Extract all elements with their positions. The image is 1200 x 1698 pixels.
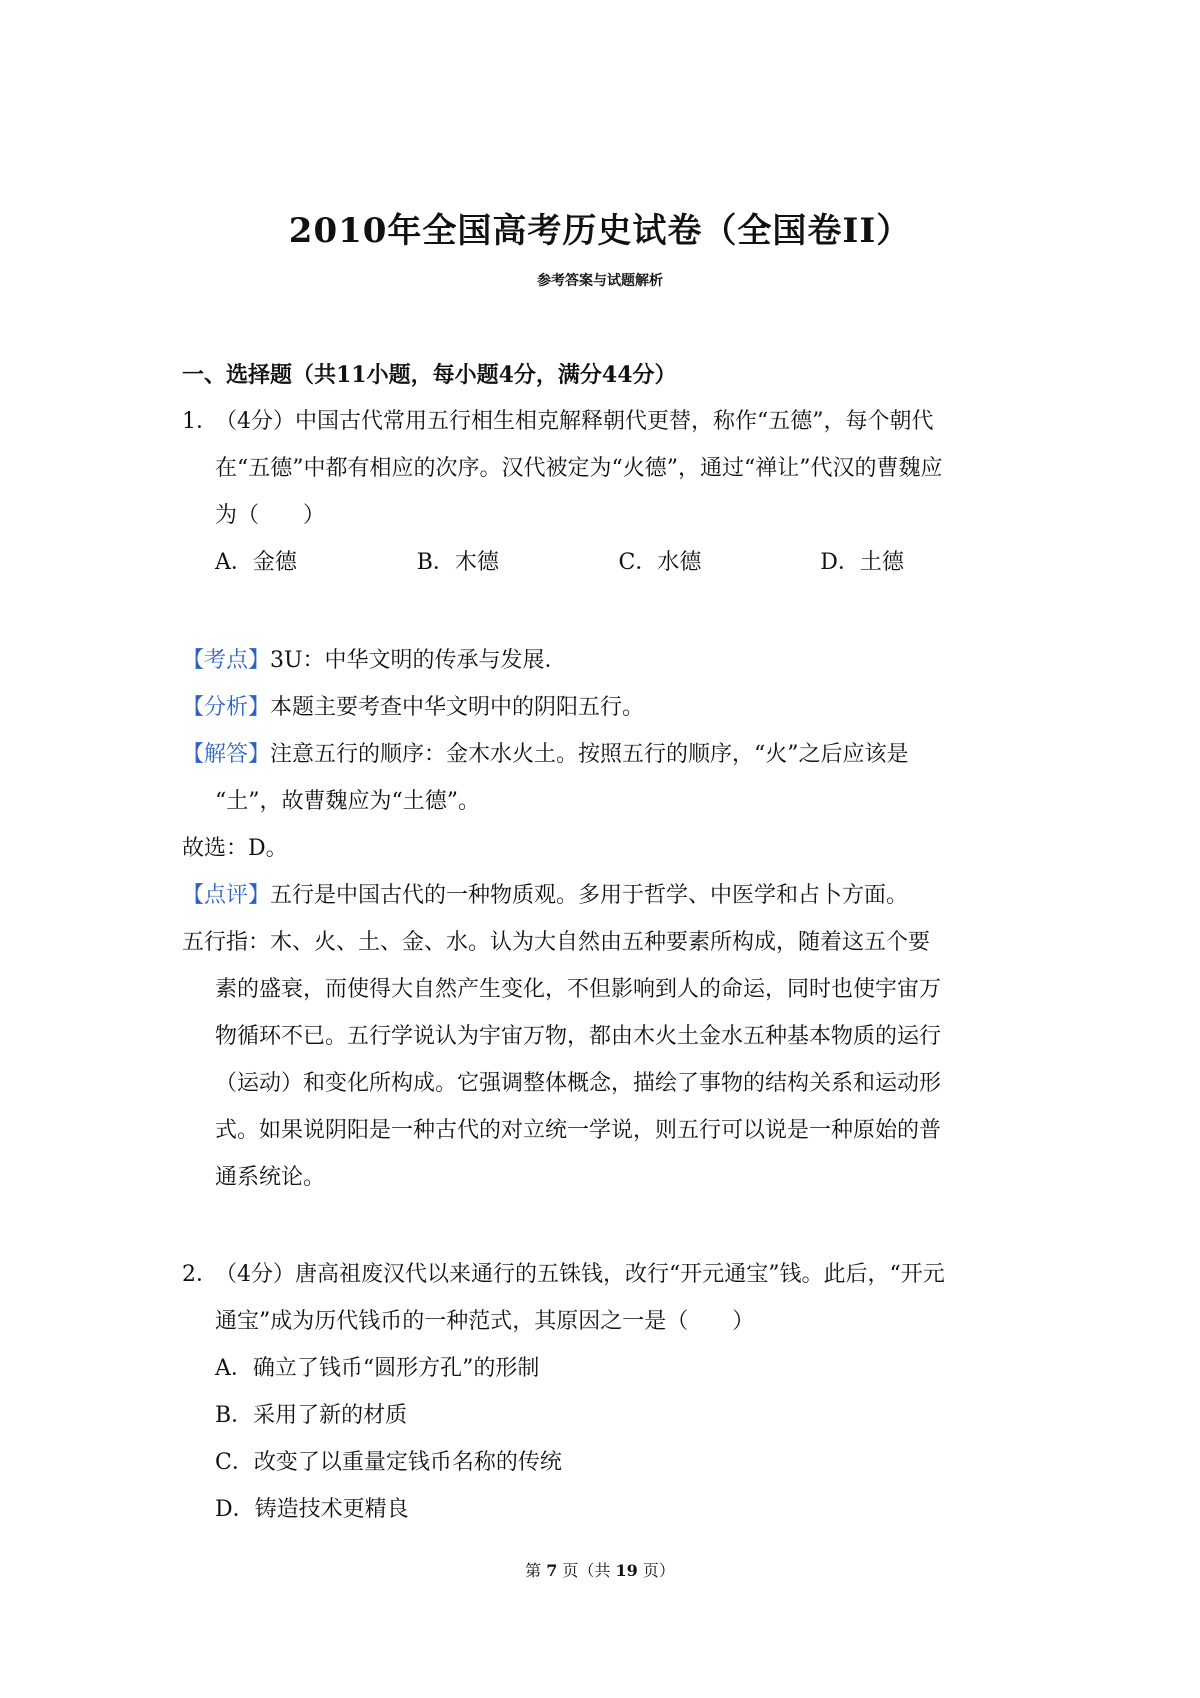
question-1-number: 1． <box>182 409 218 434</box>
answer-line: 故选：D。 <box>182 836 288 861</box>
page-title: 2010年全国高考历史试卷（全国卷II） <box>288 211 912 251</box>
section-heading: 一、选择题（共11小题，每小题4分，满分44分） <box>182 362 677 388</box>
jieda-line-2: “土”，故曹魏应为“土德”。 <box>215 789 480 814</box>
jieda-line: 【解答】注意五行的顺序：金木水火土。按照五行的顺序，“火”之后应该是 <box>182 742 909 767</box>
question-1-stem-line-1: 1． （4分）中国古代常用五行相生相克解释朝代更替，称作“五德”，每个朝代 <box>182 398 1022 445</box>
option-d: D．铸造技术更精良 <box>215 1497 409 1522</box>
question-2-stem-line-1: 2． （4分）唐高祖废汉代以来通行的五铢钱，改行“开元通宝”钱。此后，“开元 <box>182 1251 1022 1298</box>
option-a: A．确立了钱币“圆形方孔”的形制 <box>215 1356 540 1381</box>
wuxing-line-5: 式。如果说阴阳是一种古代的对立统一学说，则五行可以说是一种原始的普 <box>215 1118 942 1143</box>
question-1 <box>182 398 1022 586</box>
option-a: A．金德 <box>215 550 297 575</box>
question-2-number: 2． <box>182 1262 218 1287</box>
dianping-tag: 【点评】 <box>182 883 271 908</box>
option-c: C．改变了以重量定钱币名称的传统 <box>215 1450 562 1475</box>
question-2 <box>182 1251 1022 1533</box>
option-b: B．采用了新的材质 <box>215 1403 408 1428</box>
page-footer: 第 7 页（共 19 页） <box>525 1561 675 1580</box>
dianping-line: 【点评】五行是中国古代的一种物质观。多用于哲学、中医学和占卜方面。 <box>182 883 909 908</box>
page-subtitle: 参考答案与试题解析 <box>537 273 663 289</box>
question-1-stem-line-3: 为（ ） <box>215 503 326 528</box>
option-d: D．土德 <box>820 550 904 575</box>
wuxing-line-4: （运动）和变化所构成。它强调整体概念，描绘了事物的结构关系和运动形 <box>215 1071 942 1096</box>
question-1-analysis <box>182 637 1022 1201</box>
kaodian-tag: 【考点】 <box>182 648 271 673</box>
page-total: 19 <box>615 1561 638 1580</box>
fenxi-line: 【分析】本题主要考查中华文明中的阴阳五行。 <box>182 695 645 720</box>
page-number: 7 <box>546 1561 558 1580</box>
wuxing-line-3: 物循环不已。五行学说认为宇宙万物，都由木火土金水五种基本物质的运行 <box>215 1024 942 1049</box>
wuxing-line-1: 五行指：木、火、土、金、水。认为大自然由五种要素所构成，随着这五个要 <box>182 930 931 955</box>
option-b: B．木德 <box>416 550 499 575</box>
wuxing-line-6: 通系统论。 <box>215 1165 326 1190</box>
wuxing-line-2: 素的盛衰，而使得大自然产生变化，不但影响到人的命运，同时也使宇宙万 <box>215 977 942 1002</box>
question-2-stem-line-2: 通宝”成为历代钱币的一种范式，其原因之一是（ ） <box>215 1309 755 1334</box>
jieda-tag: 【解答】 <box>182 742 271 767</box>
option-c: C．水德 <box>618 550 702 575</box>
question-1-stem-line-2: 在“五德”中都有相应的次序。汉代被定为“火德”，通过“禅让”代汉的曹魏应 <box>215 456 943 481</box>
fenxi-tag: 【分析】 <box>182 695 271 720</box>
question-1-options <box>182 539 1022 586</box>
kaodian-line: 【考点】3U：中华文明的传承与发展． <box>182 648 567 673</box>
